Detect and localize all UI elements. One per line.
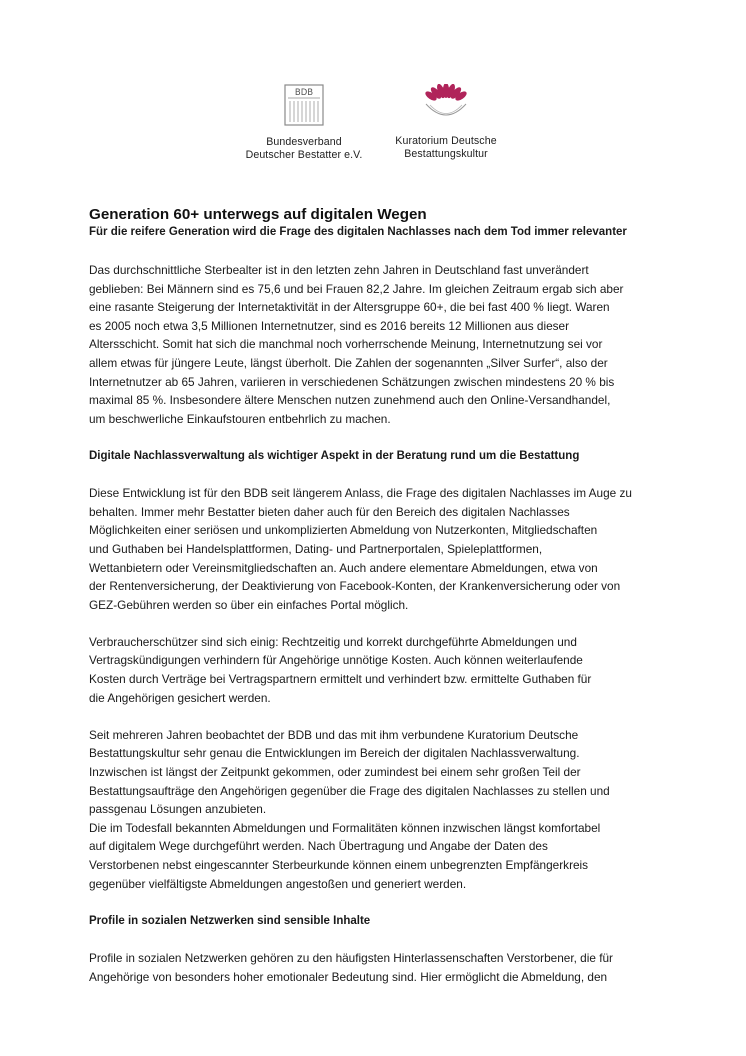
text-line: Möglichkeiten einer seriösen und unkomplizierten Abmeldung von Nutzerkonten, Mitgliedschaften: [89, 523, 598, 538]
text-line: die Angehörigen gesichert werden.: [89, 690, 271, 705]
spacer: [89, 466, 669, 485]
text-line: Vertragskündigungen verhindern für Angehörige unnötige Kosten. Auch können weiterlaufende: [89, 653, 583, 668]
text-line: Diese Entwicklung ist für den BDB seit längerem Anlass, die Frage des digitalen Nachlasses im Auge zu: [89, 486, 632, 501]
text-line: Die im Todesfall bekannten Abmeldungen und Formalitäten können inzwischen längst komfortabel: [89, 820, 601, 835]
logo-header: [0, 84, 746, 164]
bdb-emblem-text: BDB: [294, 88, 314, 98]
text-line: allem etwas für jüngere Leute, längst überholt. Die Zahlen der sogenannten „Silver Surfer“, also der: [89, 355, 608, 370]
spacer: [89, 614, 669, 633]
kdb-logo-line1: Kuratorium Deutsche: [395, 135, 497, 147]
text-line: Bestattungsaufträge den Angehörigen gegenüber die Frage des digitalen Nachlasses zu stellen und: [89, 783, 610, 798]
bdb-logo-line1: Bundesverband: [266, 136, 342, 148]
paragraph: [89, 726, 669, 893]
text-line: auf digitalem Wege durchgeführt werden. Nach Übertragung und Angabe der Daten des: [89, 839, 548, 854]
text-line: um beschwerliche Einkaufstouren entbehrlich zu machen.: [89, 411, 391, 426]
text-line: maximal 85 %. Insbesondere ältere Menschen nutzen zunehmend auch den Online-Versandhandel,: [89, 393, 611, 408]
text-line: Verbraucherschützer sind sich einig: Rechtzeitig und korrekt durchgeführte Abmeldungen und: [89, 634, 577, 649]
text-line: geblieben: Bei Männern sind es 75,6 und bei Frauen 82,2 Jahre. Im gleichen Zeitraum ergab sich aber: [89, 281, 624, 296]
text-line: Verstorbenen nebst eingescannter Sterbeurkunde können einem unbegrenzten Empfängerkreis: [89, 858, 589, 872]
article-title: Generation 60+ unterwegs auf digitalen Wegen: [89, 206, 427, 223]
lead-paragraph: [89, 261, 669, 428]
bdb-logo-line2: Deutscher Bestatter e.V.: [245, 149, 363, 161]
text-line: der Rentenversicherung, der Deaktivierung von Facebook-Konten, der Krankenversicherung oder von: [89, 579, 621, 594]
text-line: Altersschicht. Somit hat sich die manchmal noch vorherrschende Meinung, Internetnutzung sei vor: [89, 337, 603, 352]
text-line: es 2005 noch etwa 3,5 Millionen Internetnutzer, sind es 2016 bereits 12 Millionen aus dieser: [89, 318, 570, 333]
text-line: Angehörige von besonders hoher emotionaler Bedeutung sind. Hier ermöglicht die Abmeldung, den: [89, 969, 608, 984]
text-line: GEZ-Gebühren werden so über ein einfaches Portal möglich.: [89, 597, 409, 612]
text-line: Kosten durch Verträge bei Vertragspartnern ermittelt und verhindert bzw. ermittelte Guthaben für: [89, 672, 592, 687]
text-line: Wettanbietern oder Vereinsmitgliedschaften an. Auch andere elementare Abmeldungen, etwa von: [89, 560, 598, 575]
spacer: [89, 707, 669, 726]
kdb-logo-text: [384, 135, 508, 161]
bdb-logo-text: [242, 136, 366, 162]
paragraph: [89, 633, 669, 707]
text-line: Seit mehreren Jahren beobachtet der BDB und das mit ihm verbundene Kuratorium Deutsche: [89, 727, 579, 742]
spacer: [89, 428, 669, 447]
text-line: eine rasante Steigerung der Internetaktivität in der Altersgruppe 60+, die bei fast 400 % liegt. Waren: [89, 300, 610, 315]
article-subtitle: Für die reifere Generation wird die Frage des digitalen Nachlasses nach dem Tod immer relevanter: [89, 226, 627, 238]
text-line: Inzwischen ist längst der Zeitpunkt gekommen, oder zumindest bei einem sehr großen Teil der: [89, 765, 581, 780]
fan-emblem-icon: [421, 84, 471, 126]
section-heading-digital-estate: Digitale Nachlassverwaltung als wichtiger Aspekt in der Beratung rund um die Bestattung: [89, 449, 580, 462]
paragraph: [89, 949, 669, 986]
text-line: passgenau Lösungen anzubieten.: [89, 802, 267, 817]
text-line: und Guthaben bei Handelsplattformen, Dating- und Partnerportalen, Spieleplattformen,: [89, 541, 543, 556]
section-heading-social-profiles: Profile in sozialen Netzwerken sind sensible Inhalte: [89, 914, 371, 927]
kdb-logo-line2: Bestattungskultur: [404, 148, 488, 160]
paragraph: [89, 484, 669, 614]
spacer: [89, 930, 669, 949]
bdb-emblem-icon: [284, 84, 324, 126]
kdb-logo: [384, 84, 508, 161]
text-line: Profile in sozialen Netzwerken gehören zu den häufigsten Hinterlassenschaften Verstorbener, die für: [89, 950, 613, 965]
article-body: [89, 205, 669, 986]
text-line: behalten. Immer mehr Bestatter bieten daher auch für den Bereich des digitalen Nachlasses: [89, 504, 570, 519]
text-line: Das durchschnittliche Sterbealter ist in den letzten zehn Jahren in Deutschland fast unverändert: [89, 263, 589, 277]
bdb-logo: [242, 84, 366, 162]
text-line: gegenüber vielfältigste Abmeldungen angestoßen und generiert werden.: [89, 876, 467, 891]
text-line: Bestattungskultur sehr genau die Entwicklungen im Bereich der digitalen Nachlassverwaltung.: [89, 746, 580, 761]
spacer: [89, 893, 669, 912]
text-line: Internetnutzer ab 65 Jahren, variieren in verschiedenen Schätzungen zwischen mindestens 20 % bis: [89, 374, 615, 389]
